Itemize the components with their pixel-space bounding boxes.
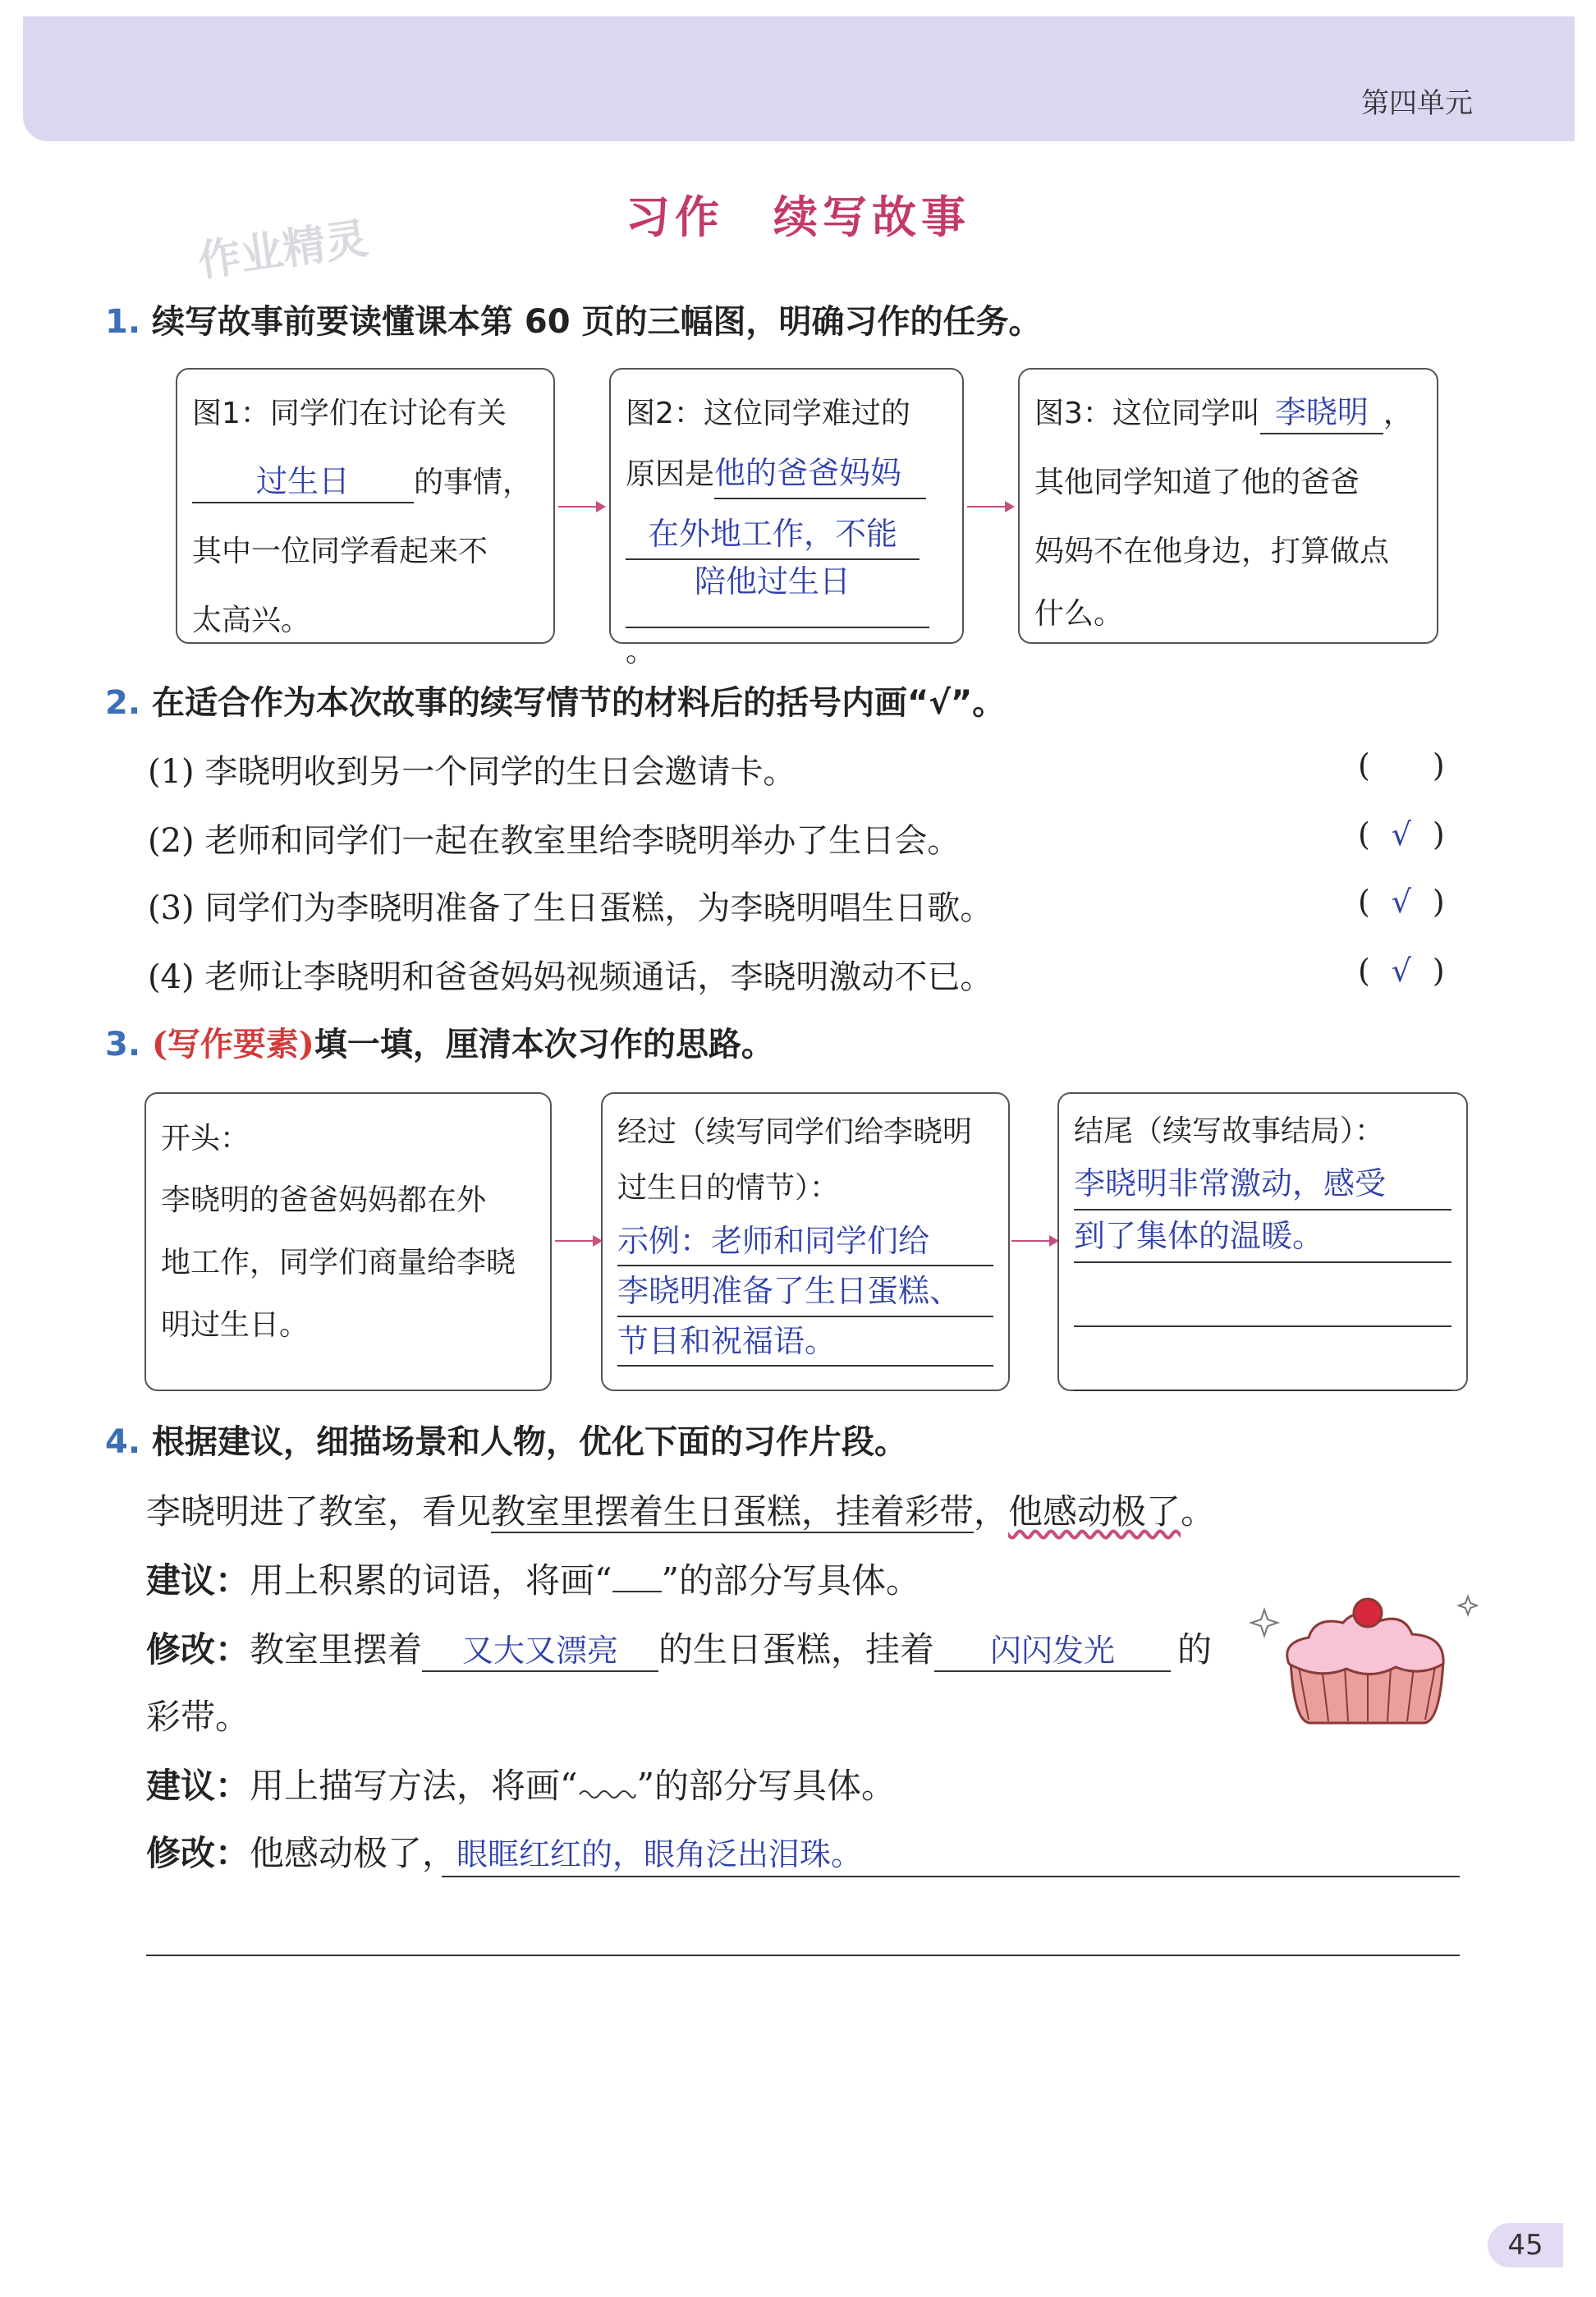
box-text: 图3：这位同学叫 — [1034, 397, 1260, 430]
suggestion-1 — [146, 1554, 920, 1603]
answer-blank: 李晓明 — [1260, 392, 1383, 434]
question-1 — [105, 296, 1041, 342]
underlined-phrase: 教室里摆着生日蛋糕，挂着彩带 — [491, 1491, 975, 1532]
watermark: 作业精灵 — [195, 214, 371, 287]
answer-line — [1074, 1263, 1452, 1327]
suggestion-2 — [146, 1759, 896, 1808]
question-text: 在适合作为本次故事的续写情节的材料后的括号内画“√”。 — [151, 684, 1006, 722]
suggestion-text: ”的部分写具体。 — [636, 1766, 896, 1806]
answer-line — [442, 1876, 1460, 1877]
paren-open: ( — [1358, 953, 1370, 989]
q1-box-2 — [609, 368, 964, 668]
q1-box-1 — [176, 368, 555, 644]
answer-text: 眼眶红红的，眼角泛出泪珠。 — [456, 1836, 863, 1872]
arrow-icon — [555, 1240, 601, 1242]
box-line: 其中一位同学看起来不 — [192, 535, 488, 568]
suggestion-label: 建议： — [146, 1766, 250, 1806]
answer-line — [146, 1955, 1460, 1956]
arrow-icon — [967, 506, 1013, 508]
suggestion-text: 用上积累的词语，将画“ — [250, 1560, 612, 1601]
box-line: 图2：这位同学难过的 — [626, 397, 910, 430]
question-number: 3. — [105, 1026, 141, 1064]
box-line — [626, 603, 947, 668]
box-line: 经过（续写同学们给李晓明 — [617, 1115, 973, 1149]
answer-paren — [1358, 884, 1465, 920]
modify-label: 修改： — [146, 1629, 250, 1670]
page-title: 习作 续写故事 — [626, 191, 970, 243]
q3-box-1 — [144, 1092, 552, 1391]
question-number: 4. — [105, 1423, 141, 1461]
box-line — [1034, 379, 1422, 448]
paren-close: ) — [1432, 953, 1445, 989]
paren-close: ) — [1432, 884, 1445, 920]
check-mark: √ — [1391, 816, 1411, 852]
answer-blank: 在外地工作，不能 — [626, 509, 920, 560]
box-line: 过生日的情节）： — [617, 1171, 840, 1205]
unit-label: 第四单元 — [1361, 87, 1473, 120]
arrow-icon — [1011, 1240, 1057, 1242]
wavy-phrase: 他感动极了 — [1008, 1491, 1181, 1532]
modify-2 — [146, 1826, 1458, 1876]
paragraph-text: ， — [974, 1491, 1009, 1532]
box-line: 妈妈不在他身边，打算做点 — [1034, 535, 1390, 568]
paragraph-text: 。 — [1181, 1491, 1216, 1532]
modify-text: 教室里摆着 — [250, 1629, 423, 1670]
suggestion-text: 用上描写方法，将画“ — [250, 1766, 578, 1806]
box-line: 明过生日。 — [161, 1308, 310, 1342]
arrow-icon — [558, 506, 604, 508]
paragraph-text: 李晓明进了教室，看见 — [146, 1491, 492, 1532]
modify-text: 的 — [1177, 1629, 1213, 1670]
box-line: 开头： — [161, 1122, 250, 1155]
question-tag: (写作要素) — [151, 1025, 314, 1064]
box-line: 图1：同学们在讨论有关 — [192, 397, 507, 430]
answer-blank: 又大又漂亮 — [422, 1625, 658, 1672]
box-text: ， — [1383, 397, 1413, 430]
box-text: 原因是 — [626, 457, 715, 491]
question-4 — [105, 1416, 907, 1463]
answer-blank: 他的爸爸妈妈 — [714, 448, 926, 499]
box-line: 其他同学知道了他的爸爸 — [1034, 466, 1360, 499]
box-line — [192, 448, 539, 517]
option-1: (1) 李晓明收到另一个同学的生日会邀请卡。 — [148, 753, 796, 791]
answer-line — [626, 627, 929, 628]
answer-blank: 陪他过生日 — [694, 563, 851, 600]
question-text: 续写故事前要读懂课本第 60 页的三幅图，明确习作的任务。 — [151, 303, 1042, 341]
answer-paren — [1358, 747, 1465, 783]
option-4: (4) 老师让李晓明和爸爸妈妈视频通话，李晓明激动不已。 — [148, 958, 993, 996]
paragraph — [146, 1485, 1215, 1534]
modify-text: 他感动极了， — [250, 1833, 457, 1873]
suggestion-label: 建议： — [146, 1560, 250, 1601]
box-text: 。 — [626, 635, 656, 668]
answer-blank: 闪闪发光 — [934, 1625, 1171, 1672]
question-text: 填一填，厘清本次习作的思路。 — [314, 1026, 774, 1064]
paren-open: ( — [1358, 884, 1370, 920]
check-mark: √ — [1391, 884, 1411, 920]
q1-box-3 — [1018, 368, 1438, 644]
modify-text: 的生日蛋糕，挂着 — [658, 1629, 935, 1670]
cake-icon — [1248, 1585, 1478, 1733]
answer-line: 节目和祝福语。 — [617, 1317, 993, 1367]
modify-1 — [146, 1623, 1212, 1672]
paren-open: ( — [1358, 816, 1370, 852]
question-2 — [105, 677, 1005, 724]
option-3: (3) 同学们为李晓明准备了生日蛋糕，为李晓明唱生日歌。 — [148, 889, 993, 927]
header-band — [23, 16, 1575, 141]
box-text: 的事情， — [414, 466, 533, 499]
box-line: 太高兴。 — [192, 604, 311, 637]
underline-sample — [612, 1563, 662, 1592]
answer-blank: 过生日 — [192, 461, 414, 503]
suggestion-text: ”的部分写具体。 — [661, 1560, 920, 1601]
question-number: 2. — [105, 684, 141, 722]
box-line: 什么。 — [1034, 597, 1124, 631]
box-line: 李晓明的爸爸妈妈都在外 — [161, 1183, 487, 1217]
answer-line — [1074, 1327, 1452, 1391]
answer-paren — [1358, 816, 1465, 852]
question-number: 1. — [105, 303, 141, 341]
answer-line: 示例：老师和同学们给 — [617, 1217, 993, 1266]
box-line — [626, 448, 947, 499]
box-line: 地工作，同学们商量给李晓 — [161, 1246, 516, 1279]
wavy-line-sample — [578, 1786, 637, 1803]
paren-open: ( — [1358, 747, 1370, 783]
modify-label: 修改： — [146, 1833, 250, 1873]
answer-line: 李晓明非常激动，感受 — [1074, 1158, 1452, 1211]
modify-1-cont: 彩带。 — [146, 1697, 250, 1737]
paren-close: ) — [1432, 747, 1445, 783]
answer-line: 李晓明准备了生日蛋糕、 — [617, 1266, 993, 1317]
paren-close: ) — [1432, 816, 1445, 852]
answer-line: 到了集体的温暖。 — [1074, 1211, 1452, 1263]
q3-box-3 — [1057, 1092, 1468, 1391]
q3-box-2 — [601, 1092, 1010, 1391]
page-number: 45 — [1488, 2223, 1563, 2267]
box-line: 结尾（续写故事结局）： — [1074, 1114, 1385, 1148]
answer-paren — [1358, 953, 1465, 989]
check-mark: √ — [1391, 953, 1411, 989]
question-text: 根据建议，细描场景和人物，优化下面的习作片段。 — [151, 1423, 907, 1461]
question-3 — [105, 1018, 774, 1065]
option-2: (2) 老师和同学们一起在教室里给李晓明举办了生日会。 — [148, 822, 961, 860]
